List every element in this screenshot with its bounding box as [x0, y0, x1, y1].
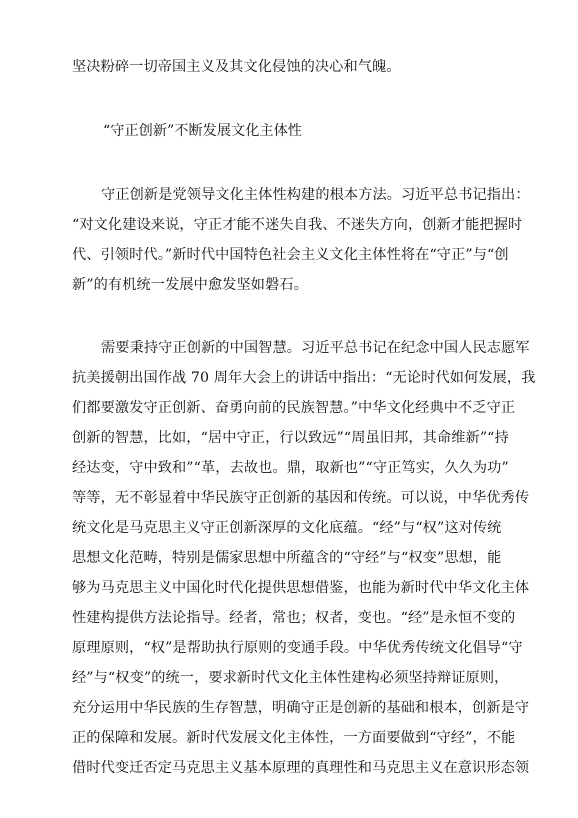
paragraph-line: 们都要激发守正创新、奋勇向前的民族智慧。”中华文化经典中不乏守正 — [72, 400, 516, 416]
section-heading: “守正创新”不断发展文化主体性 — [103, 123, 302, 139]
paragraph-line: 借时代变迁否定马克思主义基本原理的真理性和马克思主义在意识形态领 — [72, 760, 530, 776]
paragraph-line: 充分运用中华民族的生存智慧，明确守正是创新的基础和根本，创新是守 — [72, 700, 530, 716]
paragraph-line: 创新的智慧，比如，“居中守正，行以致远”“周虽旧邦，其命维新”“持 — [72, 430, 509, 446]
intro-line: 坚决粉碎一切帝国主义及其文化侵蚀的决心和气魄。 — [72, 59, 401, 75]
paragraph-line: 抗美援朝出国作战 70 周年大会上的讲话中指出：“无论时代如何发展，我 — [72, 370, 536, 386]
paragraph-line: 守正创新是党领导文化主体性构建的根本方法。习近平总书记指出： — [101, 187, 530, 203]
paragraph-line: 原理原则，“权”是帮助执行原则的变通手段。中华优秀传统文化倡导“守 — [72, 640, 523, 656]
paragraph-line: 新”的有机统一发展中愈发坚如磐石。 — [72, 277, 308, 293]
paragraph-line: 需要秉持守正创新的中国智慧。习近平总书记在纪念中国人民志愿军 — [101, 340, 530, 356]
paragraph-line: 经”与“权变”的统一，要求新时代文化主体性建构必须坚持辩证原则， — [72, 670, 509, 686]
paragraph-line: 统文化是马克思主义守正创新深厚的文化底蕴。“经”与“权”这对传统 — [72, 520, 502, 536]
paragraph-line: “对文化建设来说，守正才能不迷失自我、不迷失方向，创新才能把握时 — [72, 217, 523, 233]
paragraph-line: 正的保障和发展。新时代发展文化主体性，一方面要做到“守经”，不能 — [72, 730, 516, 746]
paragraph-line: 等等，无不彰显着中华民族守正创新的基因和传统。可以说，中华优秀传 — [72, 490, 530, 506]
paragraph-line: 经达变，守中致和”“革，去故也。鼎，取新也”“守正笃实，久久为功” — [72, 460, 509, 476]
paragraph-line: 代、引领时代。”新时代中国特色社会主义文化主体性将在“守正”与“创 — [72, 247, 509, 263]
paragraph-line: 够为马克思主义中国化时代化提供思想借鉴，也能为新时代中华文化主体 — [72, 580, 530, 596]
paragraph-line: 思想文化范畴，特别是儒家思想中所蕴含的“守经”与“权变”思想，能 — [72, 550, 502, 566]
paragraph-line: 性建构提供方法论指导。经者，常也；权者，变也。“经”是永恒不变的 — [72, 610, 516, 626]
